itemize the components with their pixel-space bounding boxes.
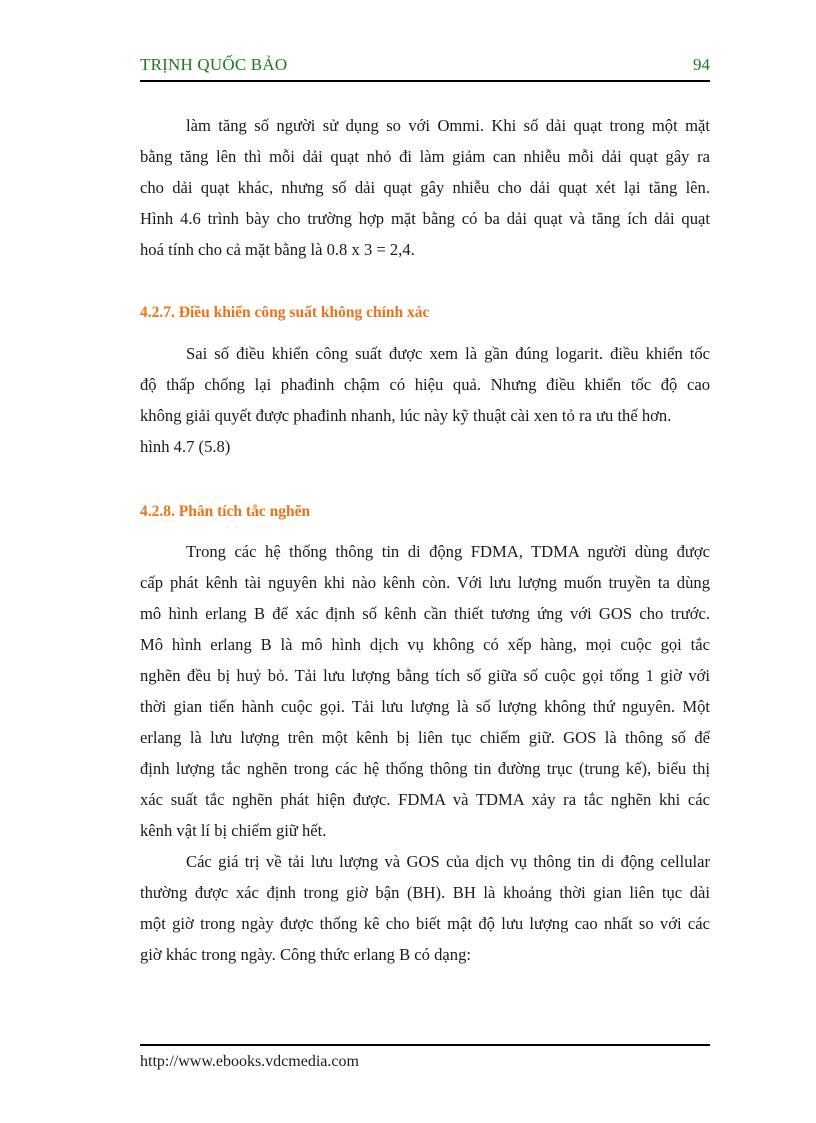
paragraph-line: định lượng tắc nghẽn trong các hệ thống thông tin đường trục (trung kế), biểu thị [140,759,710,778]
paragraph-line: Hình 4.6 trình bày cho trường hợp mặt bằng có ba dải quạt và tăng ích dải quạt [140,209,710,228]
paragraph-line: mô hình erlang B để xác định số kênh cần thiết tương ứng với GOS cho trước. [140,604,710,623]
paragraph-line: thời gian tiến hành cuộc gọi. Tải lưu lượng là số lượng không thứ nguyên. Một [140,697,710,716]
paragraph-line: hoá tính cho cả mặt bằng là 0.8 x 3 = 2,4. [140,240,415,259]
paragraph-line: làm tăng số người sử dụng so với Ommi. Khi số dải quạt trong một mặt [186,116,710,135]
paragraph-line: độ thấp chống lại phađinh chậm có hiệu quả. Nhưng điều khiển tốc độ cao [140,375,710,394]
page-header [140,55,710,81]
paragraph-line: bằng tăng lên thì mỗi dải quạt nhỏ đi làm giảm can nhiễu mỗi dải quạt gây ra [140,147,710,166]
page-number: 94 [693,55,710,74]
paragraph-line: Sai số điều khiển công suất được xem là gần đúng logarit. điều khiển tốc [186,344,710,363]
footer-rule [140,1044,710,1046]
paragraph-line: Các giá trị về tải lưu lượng và GOS của dịch vụ thông tin di động cellular [186,852,710,871]
author-name: TRỊNH QUỐC BẢO [140,55,288,74]
paragraph-line: giờ khác trong ngày. Công thức erlang B có dạng: [140,945,471,964]
section-heading-4-2-8: 4.2.8. Phân tích tắc nghẽn [140,503,311,520]
section-heading-4-2-7: 4.2.7. Điều khiển công suất không chính xác [140,304,430,321]
paragraph-line: Mô hình erlang B là mô hình dịch vụ không có xếp hàng, mọi cuộc gọi tắc [140,635,710,654]
paragraph-line: xác suất tắc nghẽn phát hiện được. FDMA và TDMA xảy ra tắc nghẽn khi các [140,790,710,809]
paragraph-line: nghẽn đều bị huỷ bỏ. Tải lưu lượng bằng tích số giữa số cuộc gọi tổng 1 giờ với [140,666,710,685]
paragraph-line: kênh vật lí bị chiếm giữ hết. [140,821,327,840]
header-rule [140,80,710,82]
paragraph-line: erlang là lưu lượng trên một kênh bị liên tục chiếm giữ. GOS là thông số để [140,728,710,747]
paragraph-line: Trong các hệ thống thông tin di động FDMA, TDMA người dùng được [186,542,710,561]
paragraph-line: hình 4.7 (5.8) [140,437,231,456]
paragraph-line: cho dải quạt khác, nhưng số dải quạt gây nhiễu cho dải quạt xét lại tăng lên. [140,178,710,197]
paragraph-line: thường được xác định trong giờ bận (BH). BH là khoảng thời gian liên tục dài [140,883,710,902]
paragraph-line: một giờ trong ngày được thống kê cho biết mật độ lưu lượng cao nhất so với các [140,914,710,933]
footer-url: http://www.ebooks.vdcmedia.com [140,1053,359,1070]
paragraph-line: không giải quyết được phađinh nhanh, lúc này kỹ thuật cài xen tỏ ra ưu thế hơn. [140,406,672,425]
paragraph-line: cấp phát kênh tài nguyên khi nào kênh còn. Với lưu lượng muốn truyền ta dùng [140,573,710,592]
